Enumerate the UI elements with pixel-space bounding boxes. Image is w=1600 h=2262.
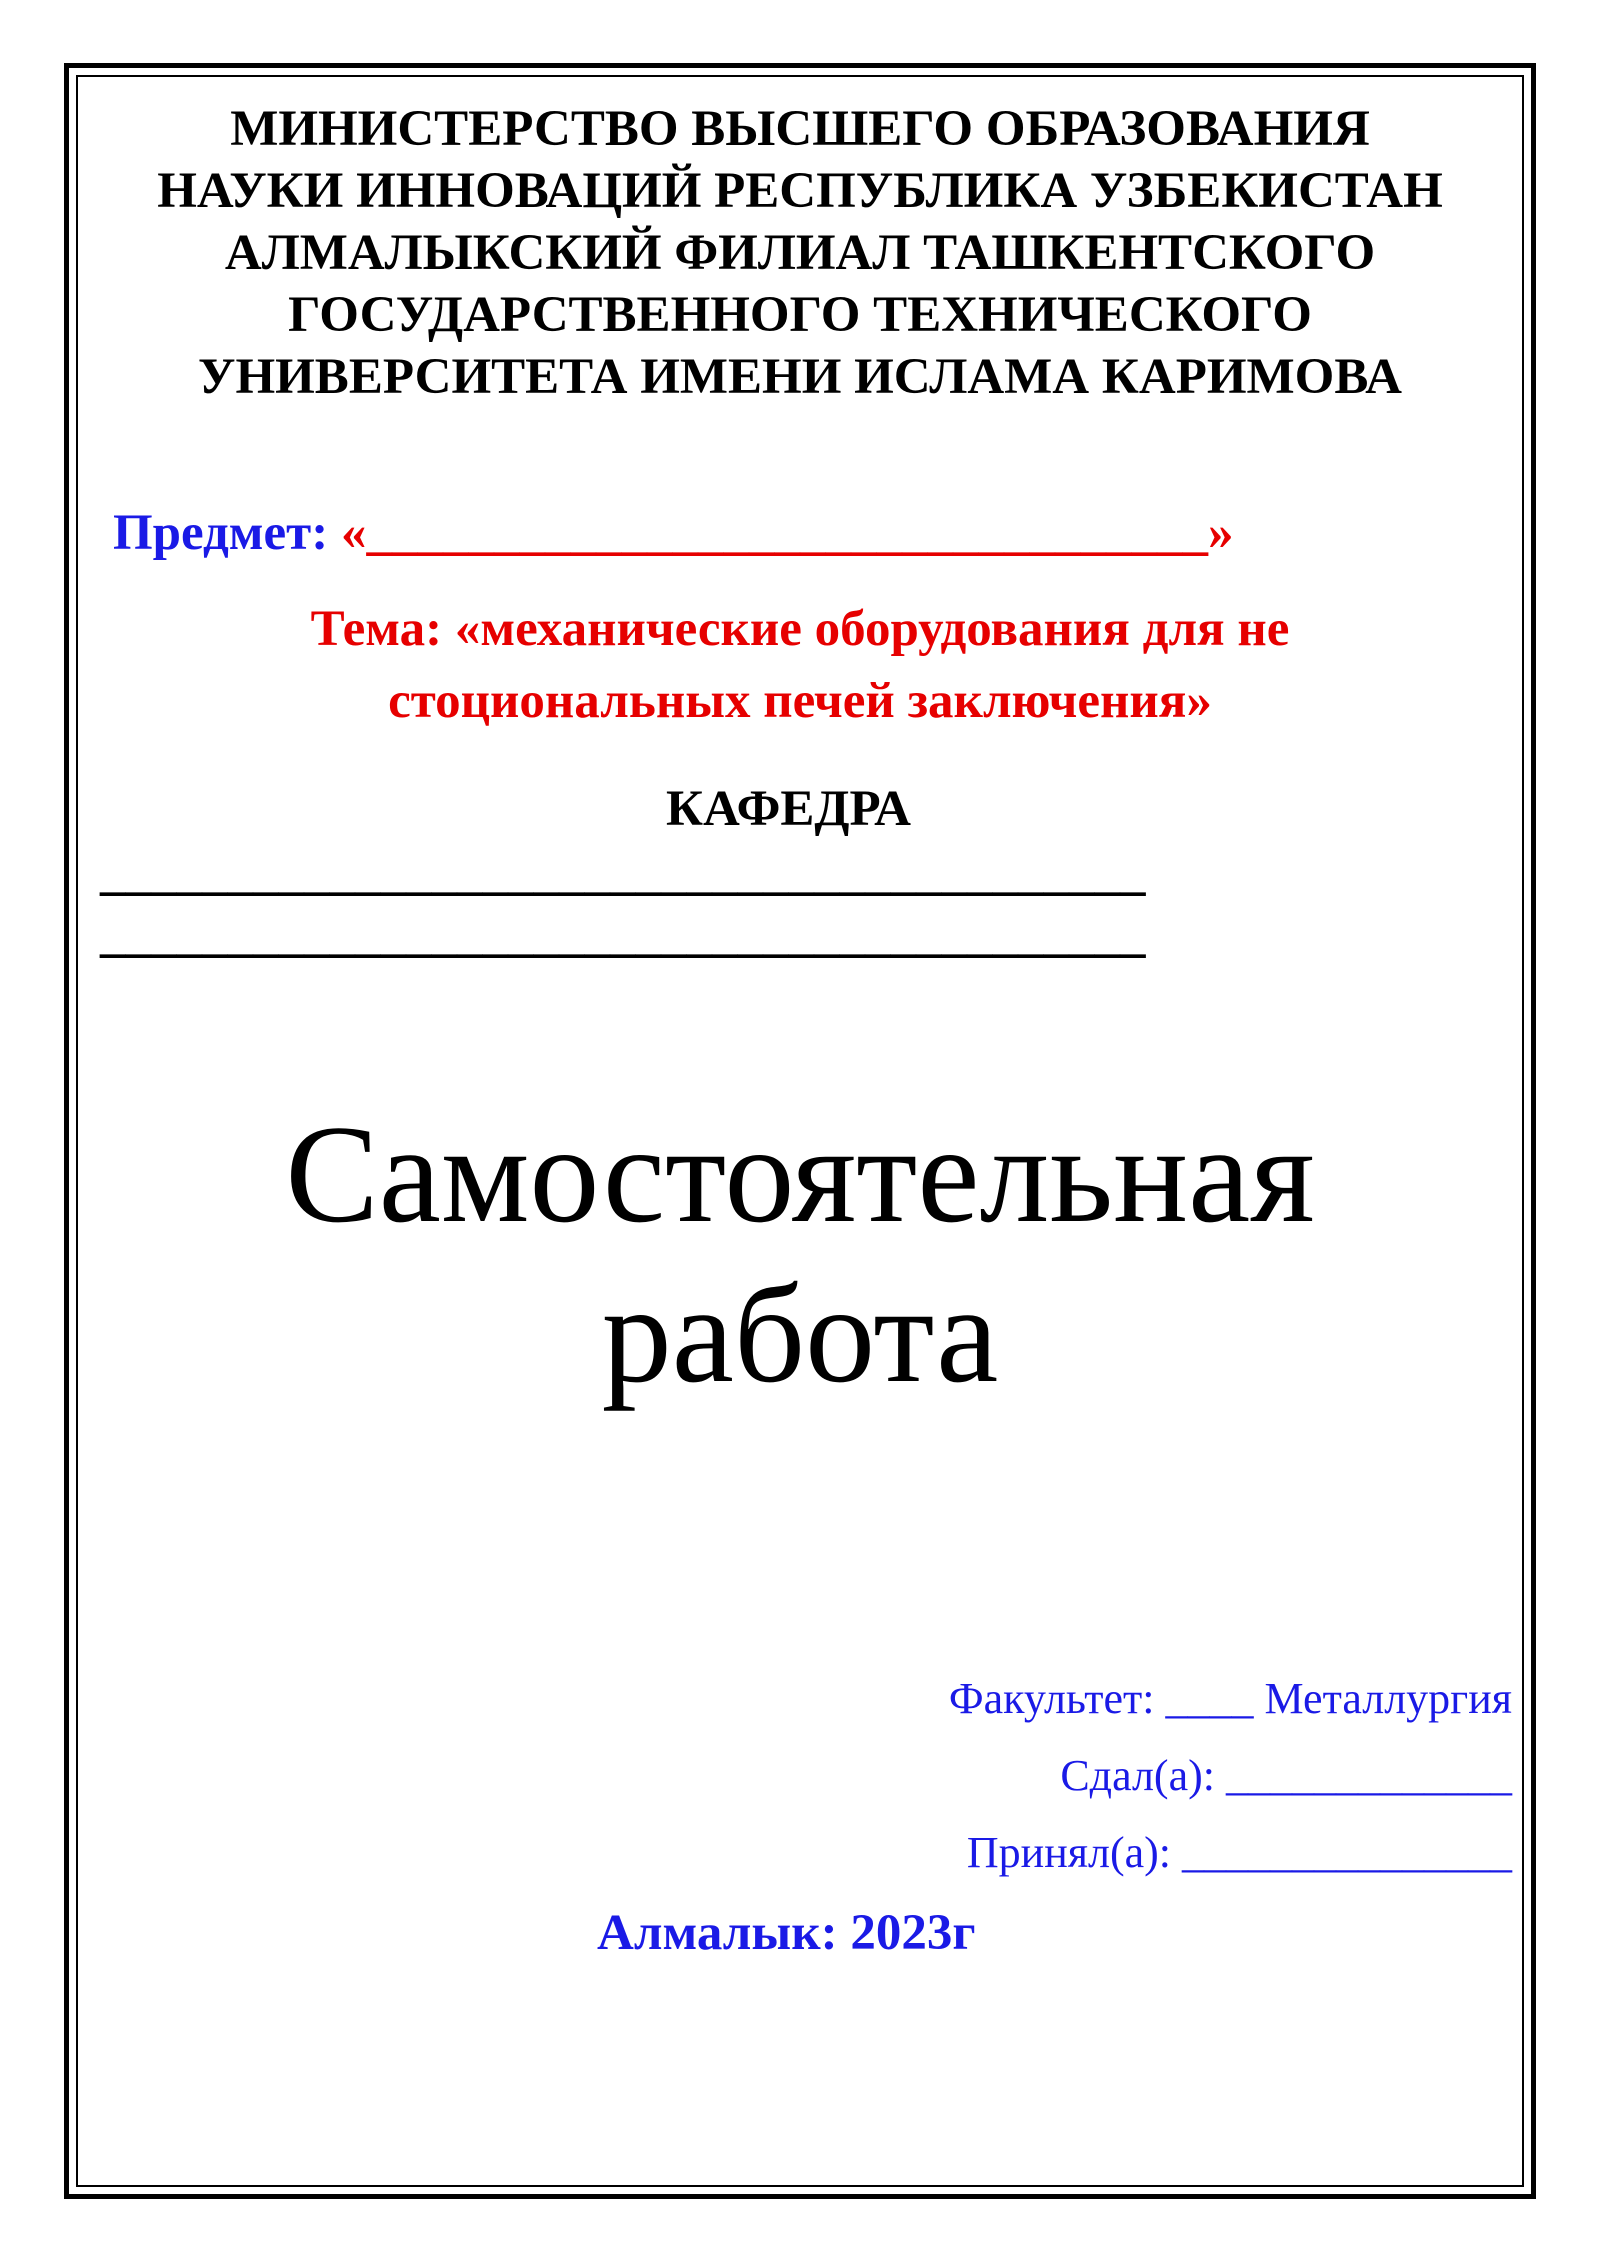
subject-value: «_________________________________» xyxy=(328,505,1234,561)
department-blank-line: _________________________________________ xyxy=(100,907,1146,963)
subject-label: Предмет: xyxy=(113,505,329,561)
department-blank-lines xyxy=(100,842,1146,966)
header-line: УНИВЕРСИТЕТА ИМЕНИ ИСЛАМА КАРИМОВА xyxy=(198,349,1402,405)
subject-line xyxy=(113,502,1233,564)
ministry-header xyxy=(76,98,1524,408)
topic-line: Тема: «механические оборудования для не xyxy=(310,601,1290,657)
topic-line: стоциональных печей заключения» xyxy=(388,673,1212,729)
title-line: работа xyxy=(601,1257,999,1412)
header-line: АЛМАЛЫКСКИЙ ФИЛИАЛ ТАШКЕНТСКОГО xyxy=(224,225,1376,281)
city-year: Алмалык: 2023г xyxy=(597,1905,976,1961)
topic-block xyxy=(76,593,1524,737)
header-line: МИНИСТЕРСТВО ВЫСШЕГО ОБРАЗОВАНИЯ xyxy=(230,101,1370,157)
header-line: ГОСУДАРСТВЕННОГО ТЕХНИЧЕСКОГО xyxy=(288,287,1312,343)
title-line: Самостоятельная xyxy=(285,1097,1315,1252)
faculty-line: Факультет: ____ Металлургия xyxy=(948,1674,1512,1723)
header-line: НАУКИ ИННОВАЦИЙ РЕСПУБЛИКА УЗБЕКИСТАН xyxy=(157,163,1443,219)
department-label: КАФЕДРА xyxy=(666,781,911,837)
department-blank-line: _________________________________________ xyxy=(100,845,1146,901)
meta-block xyxy=(949,1660,1512,1891)
accepted-line: Принял(а): _______________ xyxy=(966,1828,1512,1877)
submitted-line: Сдал(а): _____________ xyxy=(1060,1751,1512,1800)
document-title xyxy=(76,1095,1524,1415)
